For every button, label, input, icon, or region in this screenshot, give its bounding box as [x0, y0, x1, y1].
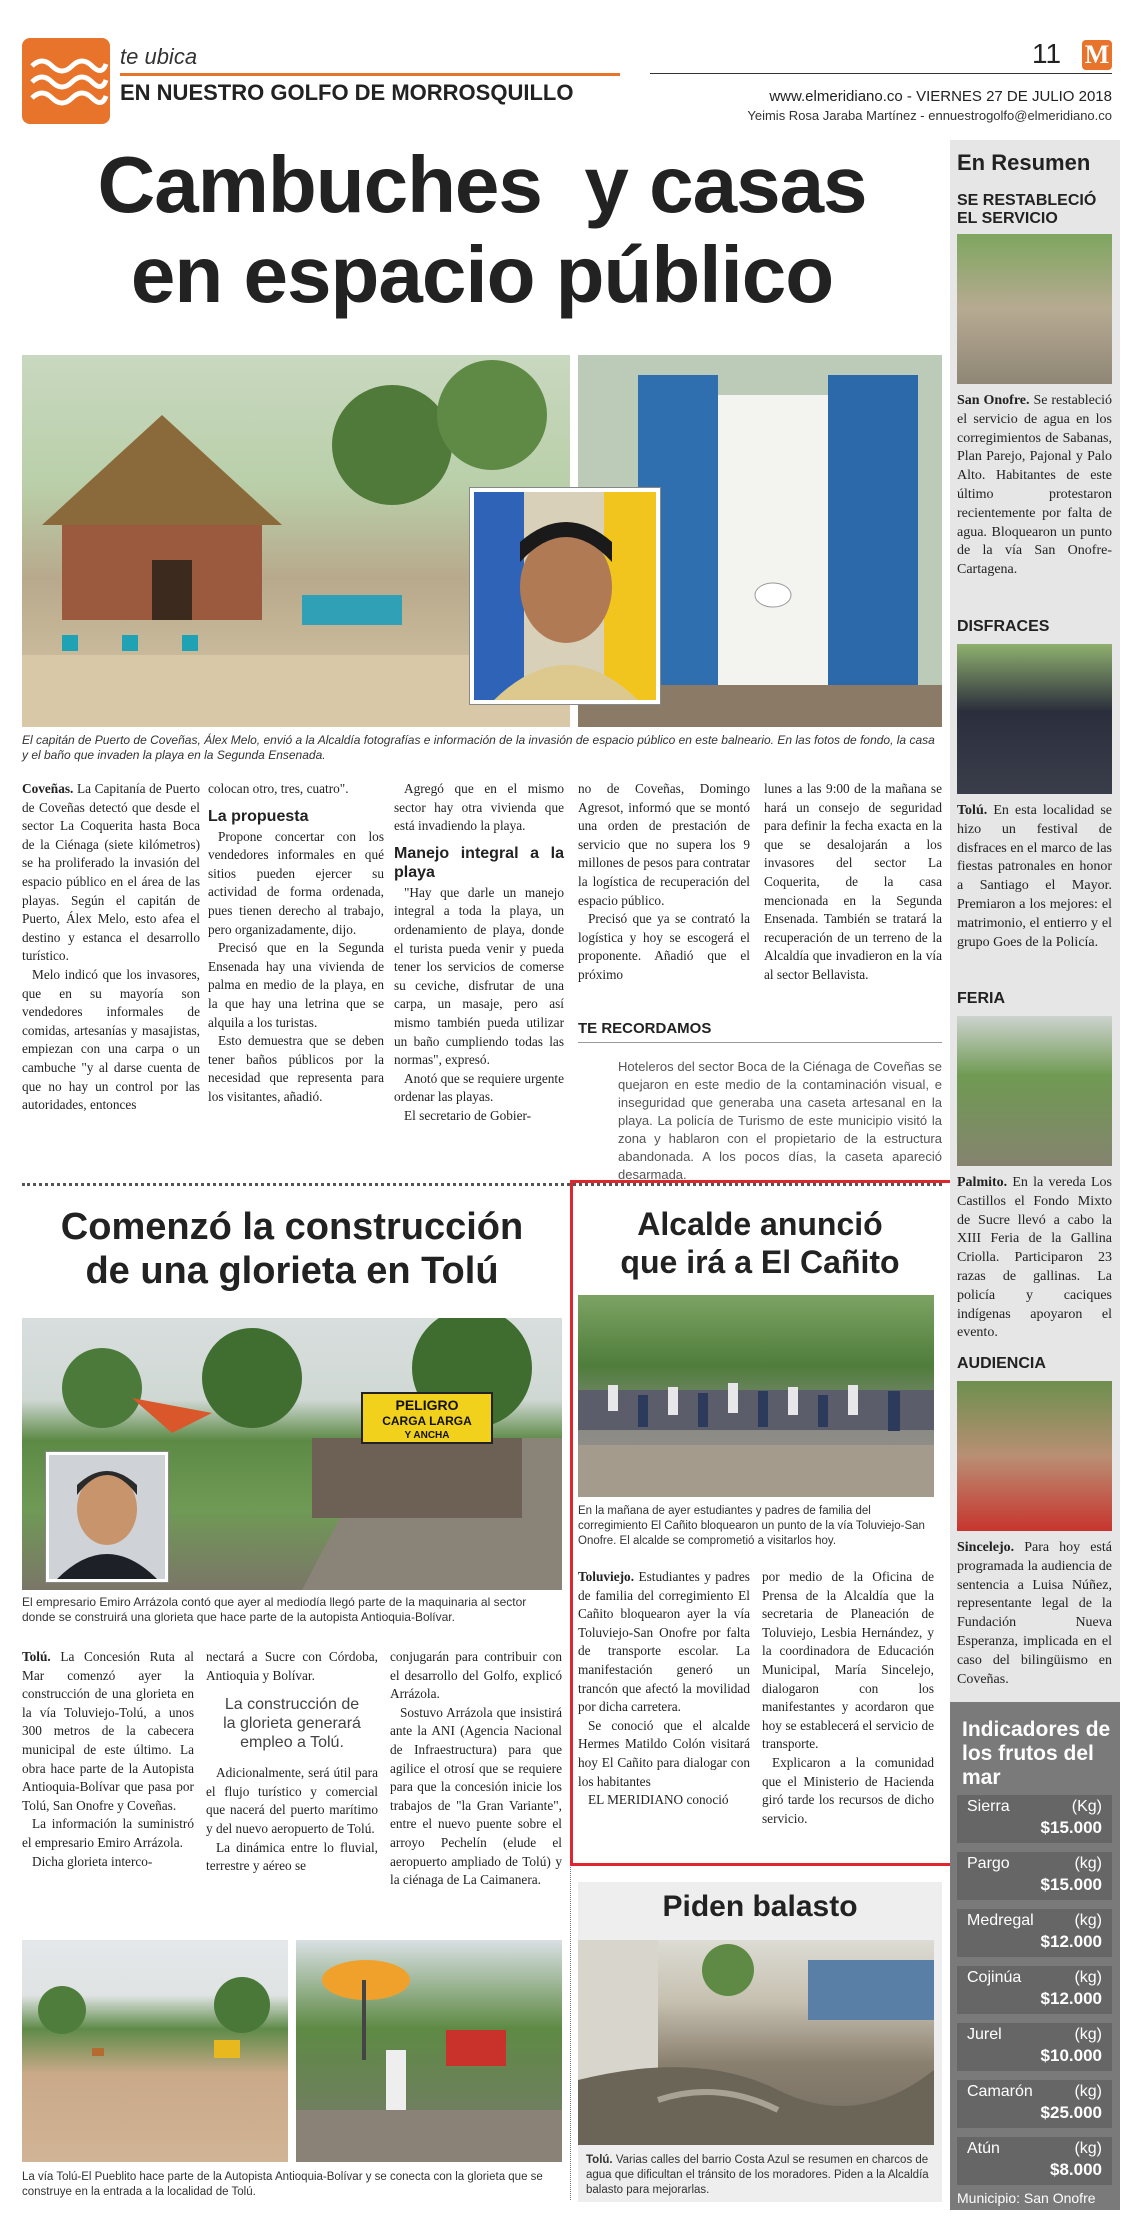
- price-row-camaron: Camarón (kg) $25.000: [957, 2080, 1112, 2128]
- captain-portrait: [470, 488, 660, 704]
- alcalde-headline-line1: Alcalde anunció: [637, 1206, 883, 1242]
- header-rule: [650, 73, 1112, 74]
- alcalde-col-2: por medio de la Oficina de Prensa de la Alcaldía que la secretaria de Planeación de Toluviejo, Lesbia Hernández, y la coordinadora de Educación Municipal, María Sincelejo, dialogaron con los manifestantes y acordaron que hoy se establecerá el servicio de transporte. Explicaron a la comunidad que el Ministerio de Hacienda giró tarde los recursos de dicho servicio.: [762, 1569, 934, 1826]
- sign-peligro: PELIGRO: [395, 1397, 459, 1413]
- alcalde-headline-line2: que irá a El Cañito: [620, 1244, 900, 1280]
- sidebar-photo-court: [957, 1381, 1112, 1531]
- arrazola-portrait: [46, 1452, 168, 1582]
- main-col-3: Agregó que en el mismo sector hay otra vivienda que está invadiendo la playa. Manejo integral a la playa "Hay que darle un manejo integral a toda la playa, un ordenamiento de playa, donde el turista pueda venir y pueda tener los servicios de comerse su ceviche, disfrutar de una carpa, un masaje, pero así mismo también pueda utilizar un baño cumpliendo todas las normas", expresó. Anotó que se requiere urgente ordenar las playas. El secretario de Gobier-: [394, 781, 564, 1123]
- pullquote: La construcción de la glorieta generará empleo a Tolú.: [223, 1696, 361, 1752]
- section-title: EN NUESTRO GOLFO DE MORROSQUILLO: [120, 80, 574, 105]
- main-headline-line2: en espacio público: [130, 230, 834, 319]
- glorieta-col-2: nectará a Sucre con Córdoba, Antioquia y Bolívar. La construcción de la glorieta generará empleo a Tolú. Adicionalmente, será útil para el flujo turístico y comercial que nacerá del puerto marítimo y del nuevo aeropuerto de Tolú. La dinámica entre lo fluvial, terrestre y aéreo se: [206, 1649, 378, 1874]
- balasto-headline: Piden balasto: [662, 1890, 858, 1923]
- website-date: www.elmeridiano.co - VIERNES 27 DE JULIO 2018: [769, 88, 1112, 105]
- price-row-jurel: Jurel (kg) $10.000: [957, 2023, 1112, 2071]
- main-col-1: Coveñas. La Capitanía de Puerto de Coveñas detectó que desde el sector La Coquerita hasta Boca de la Ciénaga (siete kilómetros) se ha proliferado la invasión del espacio público en el área de las playas. Según el capitán de Puerto, Álex Melo, esto afea el destino y estanca el desarrollo turístico. Melo indicó que los invasores, que en su mayoría son vendedores informales de comidas, artesanías y masajistas, empiezan con una carpa o un cambuche "y al darse cuenta de que no hay un control por las autoridades, entonces: [22, 781, 200, 1113]
- sign-carga: CARGA LARGA: [382, 1414, 472, 1428]
- page-number: 11: [1032, 38, 1062, 69]
- sidebar-photo-costumes: [957, 644, 1112, 794]
- sidebar-item-2: DISFRACES Tolú. En esta localidad se hizo un festival de disfraces en el marco de las fiestas patronales en honor a Santiago el Mayor. Premiaron a los mejores: el matrimonio, el entierro y el grupo Goes de la Policía.: [957, 618, 1112, 950]
- price-row-medregal: Medregal (kg) $12.000: [957, 1909, 1112, 1957]
- glorieta-col-1: Tolú. La Concesión Ruta al Mar comenzó ayer la construcción de una glorieta en la vía Toluviejo-Tolú, a unos 300 metros de la cabecera municipal de este último. La obra hace parte de la Autopista Antioquia-Bolívar que pasa por Tolú, San Onofre y Coveñas. La información la suministró el empresario Emiro Arrázola. Dicha glorieta interco-: [22, 1649, 194, 1869]
- newspaper-logo: M: [1082, 40, 1112, 70]
- remember-rule: [578, 1042, 942, 1043]
- protest-photo: [578, 1295, 934, 1497]
- sidebar-title: En Resumen: [957, 150, 1091, 175]
- main-col-4: no de Coveñas, Domingo Agresot, informó que se montó una orden de prestación de servicio que no supera los 9 millones de pesos para contratar la logística de recuperación del espacio público. Precisó que ya se contrató la logística y hoy se escogerá el proponente. Añadió que el próximo: [578, 781, 750, 982]
- glorieta-caption: El empresario Emiro Arrázola contó que ayer al mediodía llegó parte de la maquinaria al sector donde se construirá una glorieta que hace parte de la autopista Antioquia-Bolívar.: [22, 1595, 527, 1624]
- balasto-photo: [578, 1940, 934, 2145]
- remember-text: Hoteleros del sector Boca de la Ciénaga de Coveñas se quejaron en este medio de la contaminación visual, e inseguridad que generaba una caseta artesanal en la playa. La policía de Turismo de este municipio visitó la zona y hablaron con el propietario de la estructura abandonada. A los pocos días, la caseta apareció desarmada.: [618, 1059, 942, 1182]
- road-caption: La vía Tolú-El Pueblito hace parte de la Autopista Antioquia-Bolívar y se conecta con la glorieta que se construye en la entrada a la localidad de Tolú.: [22, 2171, 543, 2198]
- price-row-sierra: Sierra (Kg) $15.000: [957, 1795, 1112, 1843]
- sidebar-item-4: AUDIENCIA Sincelejo. Para hoy está programada la audiencia de sentencia a Luisa Núñez, representante legal de la Fundación Nueva Esperanza, implicada en el caso del bilingüismo en Coveñas.: [957, 1355, 1112, 1687]
- glorieta-headline-line2: de una glorieta en Tolú: [85, 1250, 499, 1292]
- main-headline: [22, 140, 942, 320]
- alcalde-headline: [578, 1205, 942, 1281]
- sidebar-item-3: FERIA Palmito. En la vereda Los Castillos el Fondo Mixto de Sucre llevó a cabo la XIII Feria de la Gallina Criolla. Participaron 23 razas de gallinas. La policía y caciques indígenas apoyaron el evento.: [957, 990, 1112, 1341]
- road-photo: [22, 1940, 288, 2162]
- main-col-2: colocan otro, tres, cuatro". La propuesta Propone concertar con los vendedores informales en qué sitios pueden ejercer su actividad de forma ordenada, pues tienen derecho al trabajo, pero organizadamente, dijo. Precisó que en la Segunda Ensenada hay una vivienda de palma en medio de la playa, en la que hay una letrina que se alquila a los turistas. Esto demuestra que se deben tener baños públicos por la necesidad que representa para los visitantes, añadió.: [208, 781, 384, 1104]
- sign-ancha: Y ANCHA: [404, 1430, 450, 1441]
- glorieta-headline: [22, 1205, 562, 1293]
- price-row-pargo: Pargo (kg) $15.000: [957, 1852, 1112, 1900]
- author-line: Yeimis Rosa Jaraba Martínez - ennuestrogolfo@elmeridiano.co: [747, 108, 1112, 123]
- sidebar-photo-water: [957, 234, 1112, 384]
- prices-footer: Municipio: San Onofre: [957, 2190, 1096, 2206]
- price-row-cojinua: Cojinúa (kg) $12.000: [957, 1966, 1112, 2014]
- section-kicker: te ubica: [120, 44, 198, 69]
- section-logo: [22, 38, 110, 124]
- main-col-5: lunes a las 9:00 de la mañana se hará un consejo de seguridad para definir la fecha exacta en la que se desalojarán a los invasores del sector La Coquerita, de la casa mencionada en la Segunda Ensenada. También se tratará la recuperación de un terreno de la Alcaldía que invadieron en la vía al sector Bellavista.: [764, 781, 942, 982]
- sidebar-photo-fair: [957, 1016, 1112, 1166]
- subhead-propuesta: La propuesta: [208, 807, 309, 825]
- waves-icon: [22, 38, 110, 124]
- worker-photo: [296, 1940, 562, 2162]
- price-row-atun: Atún (kg) $8.000: [957, 2137, 1112, 2185]
- glorieta-col-3: conjugarán para contribuir con el desarrollo del Golfo, explicó Arrázola. Sostuvo Arrázola que insistirá ante la ANI (Agencia Nacional de Infraestructura) para que agilice el otrosí que se requiere para que la concesión inicie los trabajos de "la Gran Variante", entre el nuevo puente sobre el arroyo Pechelín (elude el aeropuerto ampliado de Tolú) y la ciénaga de La Caimanera.: [390, 1649, 562, 1888]
- alcalde-col-1: Toluviejo. Estudiantes y padres de familia del corregimiento El Cañito bloquearon ayer la vía Toluviejo-San Onofre por falta de transporte escolar. La manifestación generó un trancón que afectó la movilidad por dicha carretera. Se conoció que el alcalde Hermes Matildo Colón visitará hoy El Cañito para dialogar con los habitantes EL MERIDIANO conoció: [578, 1569, 750, 1808]
- subhead-manejo: Manejo integral a la playa: [394, 844, 564, 881]
- remember-title: TE RECORDAMOS: [578, 1020, 712, 1037]
- balasto-caption: Tolú. Varias calles del barrio Costa Azul se resumen en charcos de agua que dificultan el tránsito de los moradores. Piden a la Alcaldía balasto para mejorarlas.: [586, 2154, 929, 2196]
- section-rule: [120, 73, 620, 76]
- main-photo-caption: El capitán de Puerto de Coveñas, Álex Melo, envió a la Alcaldía fotografías e información de la invasión de espacio público en este balneario. En las fotos de fondo, la casa y el baño que invaden la playa en la Segunda Ensenada.: [22, 733, 935, 762]
- sidebar-item-1: SE RESTABLECIÓ EL SERVICIO San Onofre. Se restableció el servicio de agua en los corregimientos de Sabanas, Plan Parejo, Pajonal y Palo Alto. Habitantes de este último protestaron recientemente por falta de agua. Bloquearon un punto de la vía San Onofre-Cartagena.: [957, 192, 1112, 578]
- main-headline-line1: Cambuches y casas: [97, 140, 867, 229]
- main-col1-lead: Coveñas.: [22, 781, 74, 796]
- protest-caption: En la mañana de ayer estudiantes y padres de familia del corregimiento El Cañito bloquearon un punto de la vía Toluviejo-San Onofre. El alcalde se comprometió a visitarlos hoy.: [578, 1505, 925, 1547]
- glorieta-headline-line1: Comenzó la construcción: [60, 1206, 524, 1248]
- prices-title: Indicadores de los frutos del mar: [962, 1718, 1111, 1789]
